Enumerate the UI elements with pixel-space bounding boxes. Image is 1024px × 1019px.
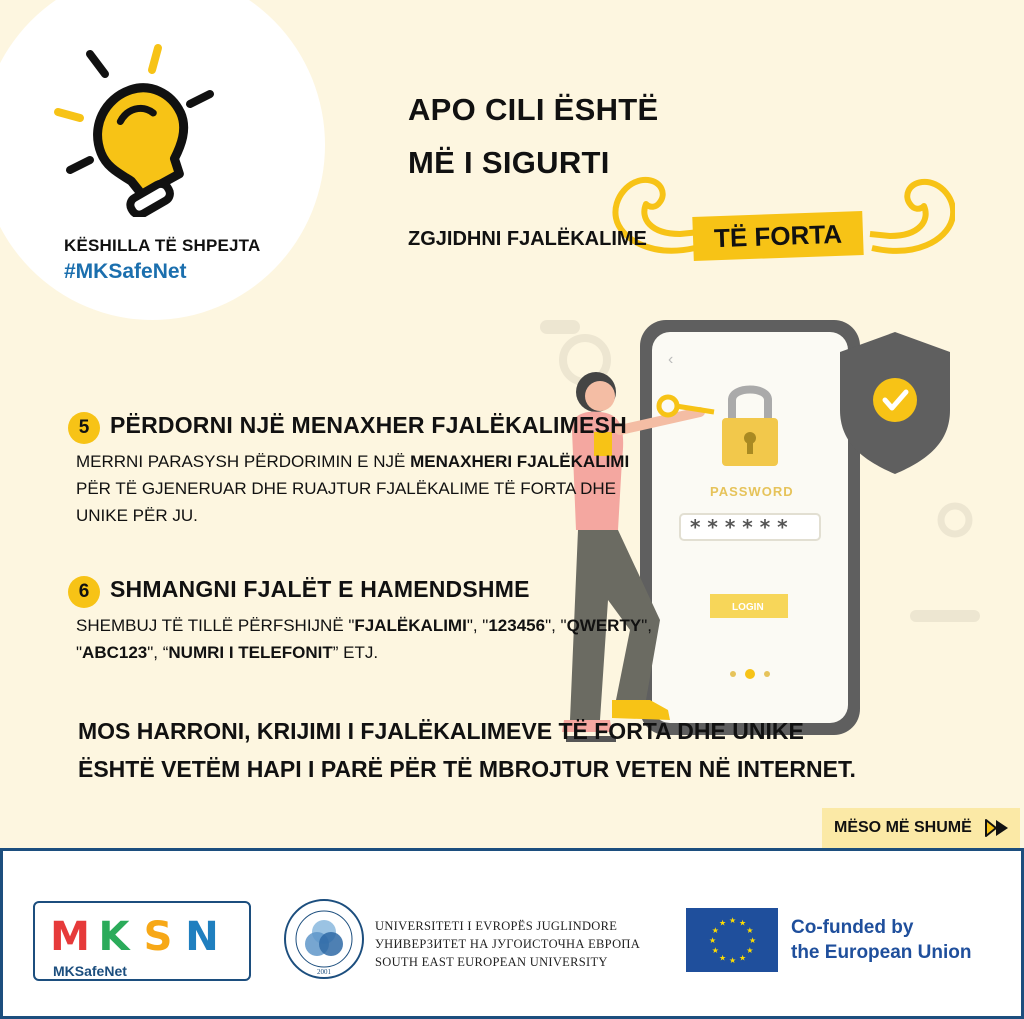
logo-letter-s: S — [143, 914, 173, 960]
tip-5-number: 5 — [68, 412, 100, 444]
phone-security-illustration — [500, 300, 1020, 770]
eu-star: ★ — [729, 956, 737, 965]
login-label: LOGIN — [732, 602, 764, 613]
eu-line-2: the European Union — [791, 942, 972, 963]
double-arrow-icon — [984, 818, 1012, 838]
tip-5-emphasis: MENAXHERI FJALËKALIMI — [410, 452, 630, 471]
tip-6-body — [76, 612, 756, 666]
eu-flag-icon — [686, 908, 778, 972]
example-2: 123456 — [488, 616, 546, 635]
eu-star: ★ — [729, 916, 737, 925]
closing-line-2: ËSHTË VETËM HAPI I PARË PËR TË MBROJTUR VETEN NË INTERNET. — [78, 756, 856, 782]
strong-badge: TË FORTA — [692, 211, 863, 261]
eu-star: ★ — [746, 946, 754, 955]
separator: ", " — [466, 616, 489, 635]
separator: " — [76, 643, 83, 662]
logo-letter-n: N — [185, 914, 219, 960]
eu-star: ★ — [746, 926, 754, 935]
hashtag: #MKSafeNet — [64, 260, 187, 283]
learn-more-label: MËSO MË SHUMË — [834, 819, 972, 836]
university-name-macedonian: УНИВЕРЗИТЕТ НА ЈУГОИСТОЧНА ЕВРОПА — [375, 937, 641, 951]
tips-badge-title: KËSHILLA TË SHPEJTA — [64, 236, 261, 255]
headline-line-2: MË I SIGURTI — [408, 145, 610, 180]
example-3: QWERTY — [566, 616, 642, 635]
eu-star: ★ — [719, 918, 727, 928]
tip-6-line-2-end: ” ETJ. — [332, 643, 379, 662]
closing-message — [78, 712, 938, 788]
password-mask: * * * * * * — [690, 515, 788, 539]
eu-star: ★ — [739, 953, 747, 963]
seal-year: 2001 — [317, 968, 331, 976]
example-4: ABC123 — [82, 643, 148, 662]
mksn-wordmark — [49, 914, 223, 960]
university-name-english: SOUTH EAST EUROPEAN UNIVERSITY — [375, 955, 608, 969]
tip-6-line-1-text: SHEMBUJ TË TILLË PËRFSHIJNË " — [76, 616, 355, 635]
eu-star: ★ — [711, 926, 719, 935]
partners-footer — [0, 848, 1024, 1019]
tip-5-body — [76, 448, 756, 529]
mksafenet-label: MKSafeNet — [49, 963, 131, 979]
separator: ", “ — [147, 643, 169, 662]
university-seal-icon — [283, 898, 365, 980]
tip-5-title: PËRDORNI NJË MENAXHER FJALËKALIMESH — [110, 412, 627, 438]
tip-6-number: 6 — [68, 576, 100, 608]
eu-star: ★ — [749, 936, 757, 945]
logo-letter-k: K — [98, 914, 130, 960]
tip-6-title: SHMANGNI FJALËT E HAMENDSHME — [110, 576, 530, 602]
tip-5-line-2: PËR TË GJENERUAR DHE RUAJTUR FJALËKALIME TË FORTA DHE — [76, 479, 617, 498]
mksafenet-logo — [33, 901, 251, 981]
separator: ", " — [545, 616, 567, 635]
lightbulb-icon — [50, 42, 225, 217]
headline-line-1: APO CILI ËSHTË — [408, 92, 659, 127]
password-label: PASSWORD — [710, 484, 794, 499]
tip-5-line-1: MERRNI PARASYSH PËRDORIMIN E NJË — [76, 452, 411, 471]
eu-star: ★ — [739, 918, 747, 928]
example-5: NUMRI I TELEFONIT — [168, 643, 333, 662]
eu-star: ★ — [711, 946, 719, 955]
example-1: FJALËKALIMI — [354, 616, 467, 635]
eu-star: ★ — [719, 953, 727, 963]
university-name-albanian: UNIVERSITETI I EVROPËS JUGLINDORE — [375, 919, 618, 933]
closing-line-1: MOS HARRONI, KRIJIMI I FJALËKALIMEVE TË FORTA DHE UNIKE — [78, 718, 804, 744]
learn-more-button[interactable] — [822, 808, 1020, 848]
tip-5-line-3: UNIKE PËR JU. — [76, 506, 198, 525]
eu-line-1: Co-funded by — [791, 917, 914, 938]
separator: ", — [641, 616, 652, 635]
eu-funding-text — [791, 915, 972, 965]
svg-text:‹: ‹ — [668, 351, 674, 368]
eu-star: ★ — [709, 936, 717, 945]
university-name — [375, 917, 640, 971]
subheadline: ZGJIDHNI FJALËKALIME — [408, 228, 647, 250]
logo-letter-m: M — [50, 914, 90, 960]
